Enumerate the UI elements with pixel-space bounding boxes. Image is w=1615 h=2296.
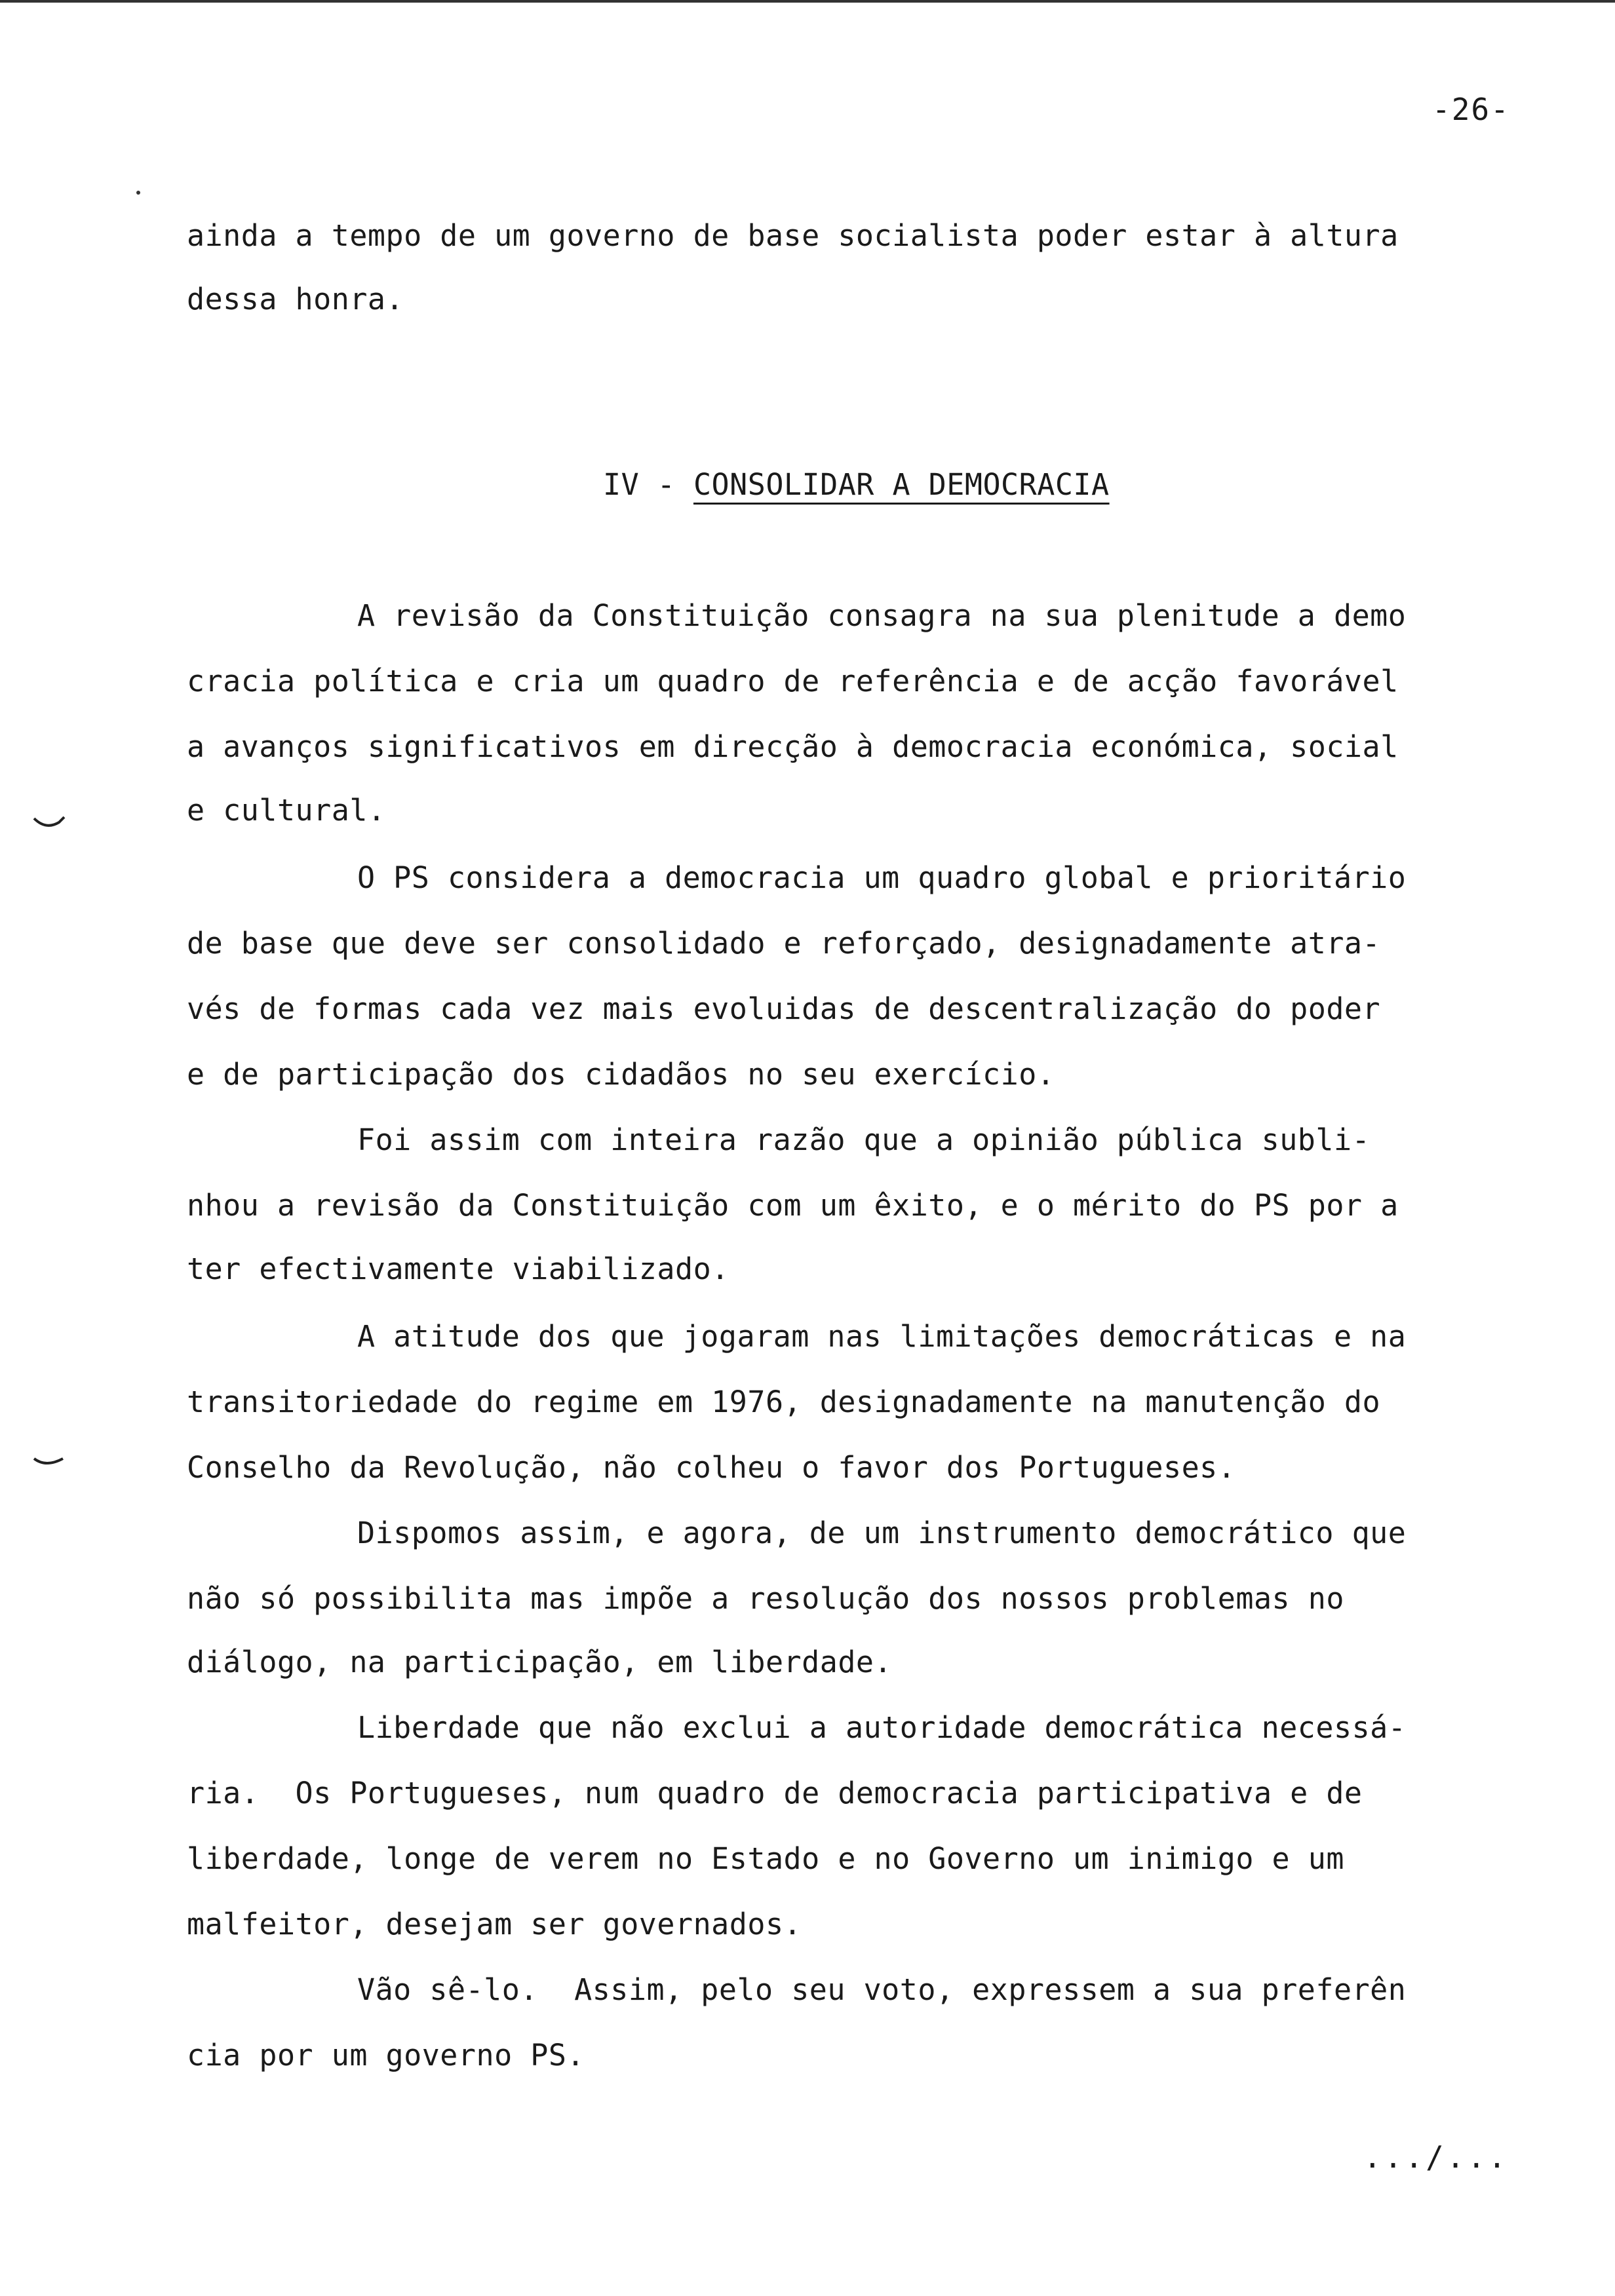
continuation-marker: .../...: [1363, 2139, 1509, 2175]
section-heading: [603, 467, 1110, 502]
paragraph-line: A revisão da Constituição consagra na sua plenitude a demo: [357, 598, 1407, 633]
paragraph-line: de base que deve ser consolidado e reforçado, designadamente atra-: [187, 926, 1381, 961]
section-title: CONSOLIDAR A DEMOCRACIA: [693, 467, 1110, 502]
paragraph-line: nhou a revisão da Constituição com um êxito, e o mérito do PS por a: [187, 1188, 1399, 1223]
paragraph-line: ter efectivamente viabilizado.: [187, 1252, 730, 1286]
margin-tick-mark: [33, 1455, 72, 1468]
paragraph-line: O PS considera a democracia um quadro global e prioritário: [357, 860, 1407, 895]
paragraph-line: Dispomos assim, e agora, de um instrumento democrático que: [357, 1516, 1407, 1550]
paragraph-line: cracia política e cria um quadro de referência e de acção favorável: [187, 664, 1399, 698]
paragraph-line: A atitude dos que jogaram nas limitações democráticas e na: [357, 1319, 1407, 1354]
paragraph-line: Conselho da Revolução, não colheu o favor dos Portugueses.: [187, 1450, 1236, 1485]
paragraph-line: transitoriedade do regime em 1976, designadamente na manutenção do: [187, 1385, 1381, 1419]
intro-line: dessa honra.: [187, 282, 404, 316]
paragraph-line: vés de formas cada vez mais evoluidas de descentralização do poder: [187, 991, 1381, 1026]
section-number: IV -: [603, 467, 693, 502]
page-number: -26-: [1432, 92, 1510, 127]
intro-line: ainda a tempo de um governo de base socialista poder estar à altura: [187, 218, 1399, 253]
margin-tick-mark: [33, 816, 72, 829]
paragraph-line: malfeitor, desejam ser governados.: [187, 1907, 802, 1942]
paragraph-line: Liberdade que não exclui a autoridade democrática necessá-: [357, 1710, 1407, 1745]
paragraph-line: ria. Os Portugueses, num quadro de democracia participativa e de: [187, 1776, 1363, 1810]
paragraph-line: a avanços significativos em direcção à democracia económica, social: [187, 729, 1399, 764]
paragraph-line: diálogo, na participação, em liberdade.: [187, 1645, 893, 1679]
paragraph-line: e de participação dos cidadãos no seu exercício.: [187, 1057, 1055, 1092]
paragraph-line: cia por um governo PS.: [187, 2038, 585, 2073]
paragraph-line: Foi assim com inteira razão que a opinião pública subli-: [357, 1122, 1371, 1157]
scan-speck: [136, 191, 140, 195]
paragraph-line: não só possibilita mas impõe a resolução dos nossos problemas no: [187, 1581, 1344, 1616]
paragraph-line: Vão sê-lo. Assim, pelo seu voto, expressem a sua preferên: [357, 1972, 1407, 2007]
paragraph-line: liberdade, longe de verem no Estado e no Governo um inimigo e um: [187, 1841, 1344, 1876]
top-border-rule: [0, 0, 1615, 3]
paragraph-line: e cultural.: [187, 793, 386, 828]
